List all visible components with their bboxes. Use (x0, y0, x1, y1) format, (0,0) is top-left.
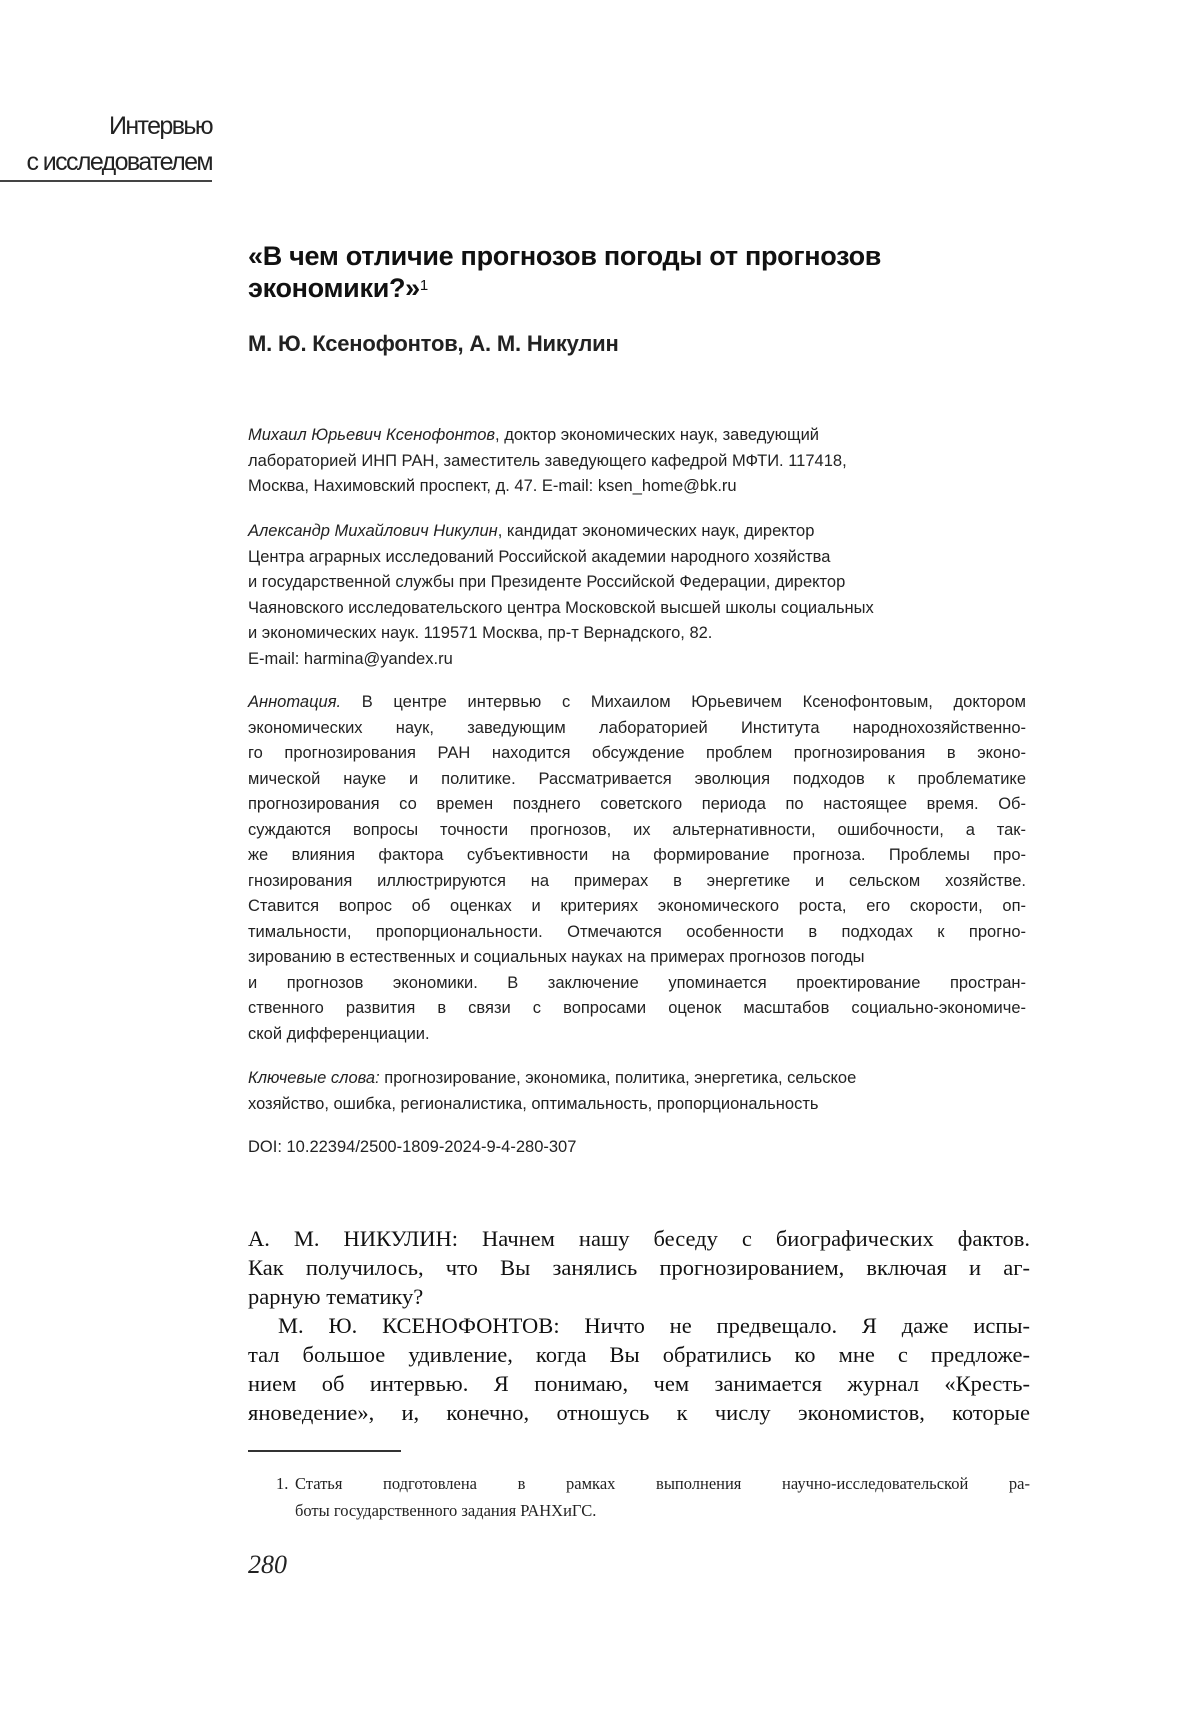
abstract-line: и прогнозов экономики. В заключение упоминается проектирование простран- (248, 973, 1026, 992)
abstract-line: В центре интервью с Михаилом Юрьевичем Ксенофонтовым, доктором (341, 693, 1026, 711)
abstract-label: Аннотация. (248, 693, 342, 711)
rubric-line-1: Интервью (108, 112, 212, 140)
bio2-line: и государственной службы при Президенте Российской Федерации, директор (248, 573, 846, 591)
title-footnote-mark[interactable]: 1 (419, 277, 428, 294)
keywords-line: хозяйство, ошибка, регионалистика, оптимальность, пропорциональность (248, 1094, 819, 1113)
bio2-line: , кандидат экономических наук, директор (497, 522, 815, 540)
body-line: Как получилось, что Вы занялись прогнозированием, включая и аг- (248, 1255, 1030, 1280)
rubric-divider (0, 180, 212, 182)
abstract-line: го прогнозирования РАН находится обсуждение проблем прогнозирования в эконо- (248, 744, 1026, 762)
page-number: 280 (248, 1550, 287, 1579)
body-line: нием об интервью. Я понимаю, чем занимается журнал «Кресть- (248, 1371, 1030, 1396)
abstract-line: тимальности, пропорциональности. Отмечаются особенности в подходах к прогно- (248, 922, 1026, 941)
title-line-2: экономики?» (248, 273, 420, 303)
bio2-name: Александр Михайлович Никулин (248, 522, 498, 540)
author-bio-2 (248, 519, 1028, 672)
body-line: яноведение», и, конечно, отношусь к числу экономистов, которые (248, 1400, 1030, 1425)
bio2-line: Чаяновского исследовательского центра Московской высшей школы социальных (248, 598, 874, 617)
article-title (248, 240, 1028, 304)
footnote-number: 1. (276, 1474, 289, 1493)
section-rubric (26, 108, 212, 180)
bio2-line: и экономических наук. 119571 Москва, пр-т Вернадского, 82. (248, 624, 713, 642)
abstract-line: ской дифференциации. (248, 1024, 430, 1043)
bio1-line: лабораторией ИНП РАН, заместитель заведующего кафедрой МФТИ. 117418, (248, 451, 847, 470)
keywords-label: Ключевые слова: (248, 1069, 380, 1087)
footnote-divider (248, 1450, 401, 1452)
bio2-email: E-mail: harmina@yandex.ru (248, 649, 453, 668)
interview-body (248, 1224, 1030, 1427)
bio1-name: Михаил Юрьевич Ксенофонтов (248, 426, 496, 444)
abstract-line: прогнозирования со времен позднего советского периода по настоящее время. Об- (248, 795, 1026, 813)
abstract-line: Ставится вопрос об оценках и критериях экономического роста, его скорости, оп- (248, 897, 1026, 915)
title-line-1: «В чем отличие прогнозов погоды от прогнозов (248, 241, 882, 271)
bio1-line: , доктор экономических наук, заведующий (495, 426, 819, 444)
author-bio-1 (248, 423, 1028, 500)
abstract-line: ственного развития в связи с вопросами оценок масштабов социально-экономиче- (248, 999, 1026, 1017)
doi[interactable]: DOI: 10.22394/2500-1809-2024-9-4-280-307 (248, 1138, 577, 1156)
rubric-line-2: с исследователем (26, 148, 212, 176)
body-line: рарную тематику? (248, 1284, 424, 1309)
footnote-line: Статья подготовлена в рамках выполнения научно-исследовательской ра- (295, 1474, 1030, 1493)
footnote-line: боты государственного задания РАНХиГС. (295, 1501, 597, 1520)
keywords (248, 1066, 1028, 1117)
keywords-line: прогнозирование, экономика, политика, энергетика, сельское (379, 1069, 857, 1087)
abstract-line: мической науке и политике. Рассматривается эволюция подходов к проблематике (248, 769, 1026, 788)
body-line: А. М. НИКУЛИН: Начнем нашу беседу с биографических фактов. (248, 1226, 1030, 1251)
abstract-line: зированию в естественных и социальных науках на примерах прогнозов погоды (248, 948, 865, 966)
abstract (248, 690, 1026, 1047)
abstract-line: суждаются вопросы точности прогнозов, их альтернативности, ошибочности, а так- (248, 820, 1026, 839)
body-line: М. Ю. КСЕНОФОНТОВ: Ничто не предвещало. Я даже испы- (278, 1313, 1030, 1338)
bio2-line: Центра аграрных исследований Российской академии народного хозяйства (248, 547, 831, 566)
abstract-line: же влияния фактора субъективности на формирование прогноза. Проблемы про- (248, 846, 1026, 864)
bio1-line: Москва, Нахимовский проспект, д. 47. E-mail: ksen_home@bk.ru (248, 477, 737, 495)
footnote (276, 1470, 1030, 1524)
body-line: тал большое удивление, когда Вы обратились ко мне с предложе- (248, 1342, 1030, 1367)
article-authors: М. Ю. Ксенофонтов, А. М. Никулин (248, 331, 619, 356)
abstract-line: гнозирования иллюстрируются на примерах в энергетике и сельском хозяйстве. (248, 871, 1026, 890)
abstract-line: экономических наук, заведующим лабораторией Института народнохозяйственно- (248, 718, 1026, 737)
